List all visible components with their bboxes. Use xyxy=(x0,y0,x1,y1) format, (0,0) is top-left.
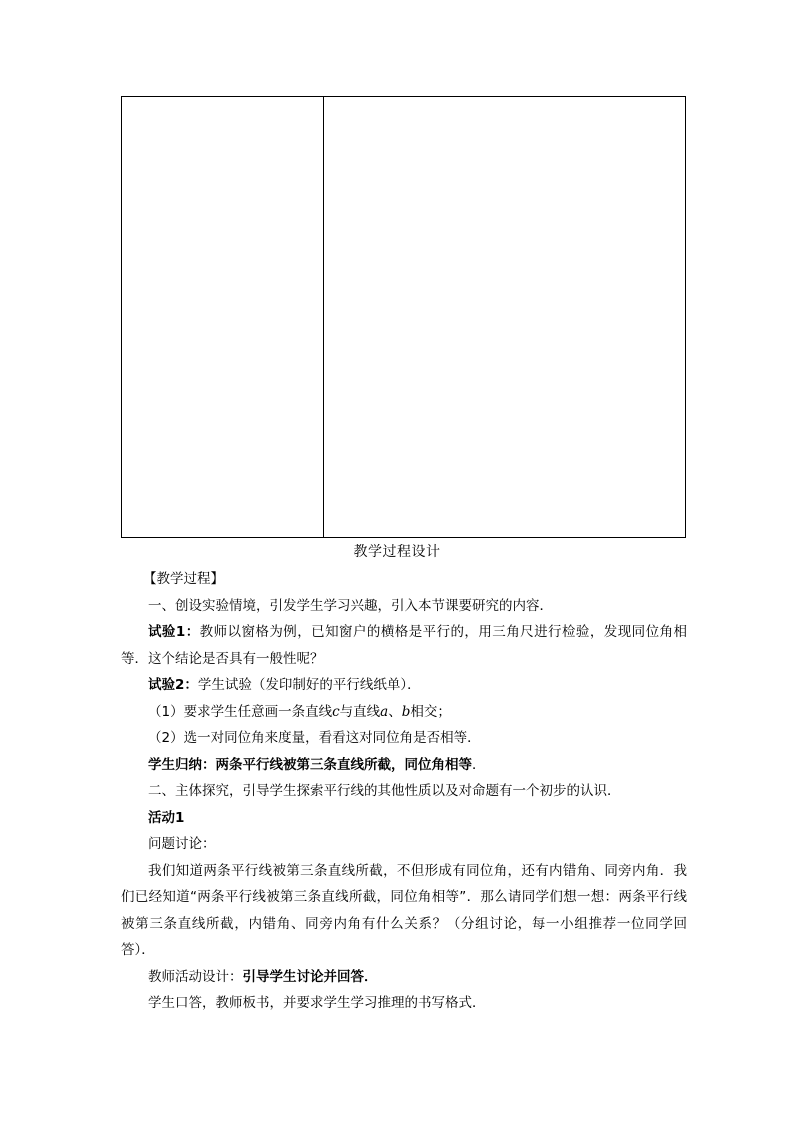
experiment-two-text: 学生试验（发印制好的平行线纸单）． xyxy=(197,677,421,693)
document-body xyxy=(121,566,687,1017)
discussion-paragraph: 我们知道两条平行线被第三条直线所截，不但形成有同位角，还有内错角、同旁内角．我们已经知道“两条平行线被第三条直线所截，同位角相等”．那么请同学们想一想：两条平行线被第三条直线所截，内错角、同旁内角有什么关系？（分组讨论，每一小组推荐一位同学回答）． xyxy=(121,862,687,958)
table-frame xyxy=(121,96,686,538)
experiment-one-label: 试验1： xyxy=(148,624,200,640)
section-title: 教学过程设计 xyxy=(353,544,441,560)
experiment-two-label: 试验2： xyxy=(148,677,198,693)
experiment-two-paragraph xyxy=(121,672,687,699)
table-cell-left xyxy=(122,97,324,537)
summary-label: 学生归纳： xyxy=(148,756,216,773)
task-one-separator: 、 xyxy=(388,703,402,720)
task-one-prefix: （1）要求学生任意画一条直线 xyxy=(148,703,333,720)
step-one-paragraph: 一、创设实验情境，引发学生学习兴趣，引入本节课要研究的内容． xyxy=(148,597,553,614)
summary-text: 两条平行线被第三条直线所截，同位角相等 xyxy=(215,756,472,773)
task-one-middle: 与直线 xyxy=(339,703,381,720)
variable-b: b xyxy=(401,703,411,720)
activity-heading: 活动1 xyxy=(148,809,185,826)
task-one-paragraph xyxy=(121,699,687,726)
summary-paragraph xyxy=(121,752,687,779)
process-heading: 【教学过程】 xyxy=(143,571,224,587)
task-two-paragraph: （2）选一对同位角来度量，看看这对同位角是否相等． xyxy=(148,730,481,746)
experiment-one-paragraph xyxy=(121,619,687,672)
table-cell-right xyxy=(324,97,685,537)
summary-end: ． xyxy=(472,756,486,773)
discussion-label: 问题讨论： xyxy=(148,836,216,852)
final-paragraph: 学生口答，教师板书，并要求学生学习推理的书写格式． xyxy=(148,995,486,1011)
variable-c: c xyxy=(332,703,340,720)
step-two-paragraph: 二、主体探究，引导学生探索平行线的其他性质以及对命题有一个初步的认识． xyxy=(148,783,621,799)
teacher-activity-paragraph xyxy=(121,964,687,991)
variable-a: a xyxy=(380,703,389,720)
task-one-suffix: 相交； xyxy=(410,703,451,720)
teacher-activity-text: 引导学生讨论并回答． xyxy=(242,968,378,985)
experiment-one-text: 教师以窗格为例，已知窗户的横格是平行的，用三角尺进行检验，发现同位角相等．这个结论是否具有一般性呢？ xyxy=(121,624,687,667)
teacher-activity-label: 教师活动设计： xyxy=(148,968,243,985)
